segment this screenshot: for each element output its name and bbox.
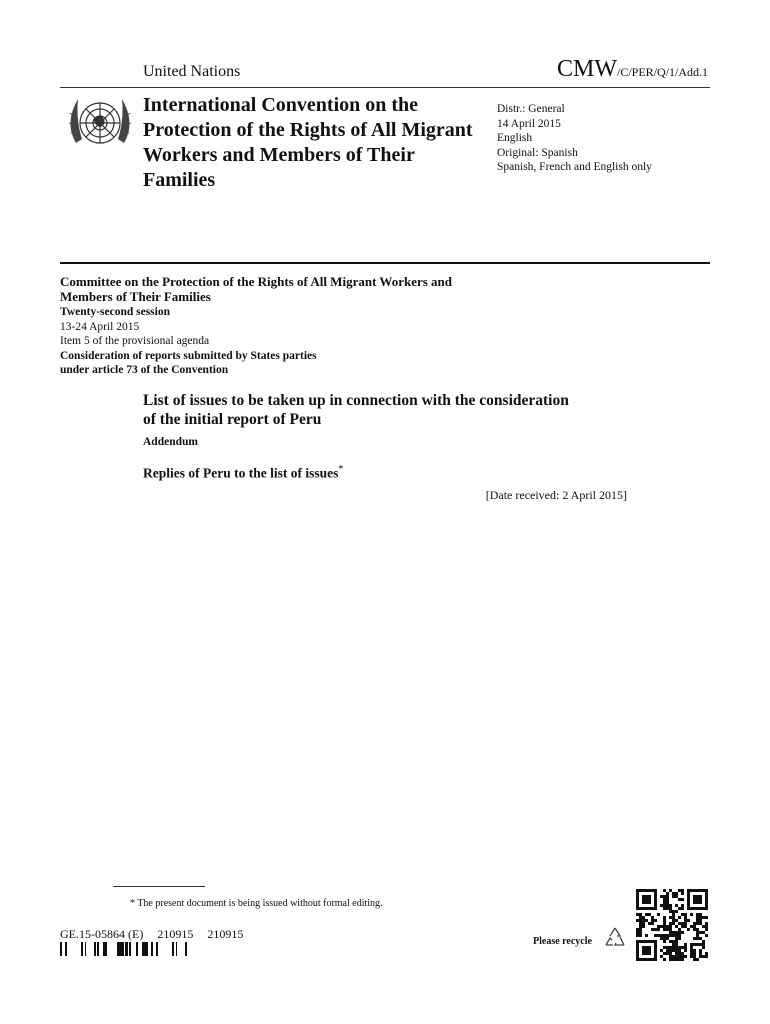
consideration-line: under article 73 of the Convention — [60, 364, 229, 376]
footnote-marker: * — [338, 464, 344, 475]
distribution-line: Original: Spanish — [497, 146, 578, 159]
session-info — [60, 305, 317, 378]
date-code: 210915 — [207, 927, 244, 941]
session-name: Twenty-second session — [60, 306, 171, 318]
distribution-line: English — [497, 132, 533, 144]
recycle-icon — [602, 925, 628, 951]
barcode-icon — [60, 942, 190, 956]
qr-code-icon — [636, 889, 708, 961]
footnote: * The present document is being issued without formal editing. — [130, 898, 383, 909]
document-title: List of issues to be taken up in connection with the consideration of the initial report of Peru — [143, 392, 569, 428]
distribution-line: 14 April 2015 — [497, 117, 561, 130]
section-rule — [60, 262, 710, 264]
replies-heading — [143, 464, 343, 482]
un-emblem-icon — [62, 93, 138, 157]
addendum-label: Addendum — [143, 436, 198, 448]
header-rule — [60, 87, 710, 88]
distribution-line: Distr.: General — [497, 103, 565, 115]
symbol-rest: /C/PER/Q/1/Add.1 — [616, 65, 708, 79]
document-symbol — [557, 56, 708, 83]
consideration-line: Consideration of reports submitted by States parties — [60, 349, 317, 362]
session-dates: 13-24 April 2015 — [60, 320, 140, 333]
document-number: GE.15-05864 (E) — [60, 927, 144, 941]
distribution-line: Spanish, French and English only — [497, 161, 652, 173]
symbol-main: CMW — [556, 56, 617, 82]
recycle-label: Please recycle — [533, 936, 592, 947]
committee-name: Committee on the Protection of the Rights of All Migrant Workers and Members of Their Families — [60, 274, 452, 304]
date-code: 210915 — [157, 927, 194, 941]
document-number-line — [60, 927, 257, 942]
distribution-block — [497, 102, 652, 175]
agenda-item: Item 5 of the provisional agenda — [60, 335, 210, 347]
convention-title: International Convention on the Protection of the Rights of All Migrant Workers and Members of Their Families — [143, 94, 473, 191]
footnote-rule — [113, 886, 205, 887]
replies-text: Replies of Peru to the list of issues — [143, 465, 339, 481]
date-received: [Date received: 2 April 2015] — [485, 488, 627, 502]
organization-name: United Nations — [143, 63, 241, 80]
